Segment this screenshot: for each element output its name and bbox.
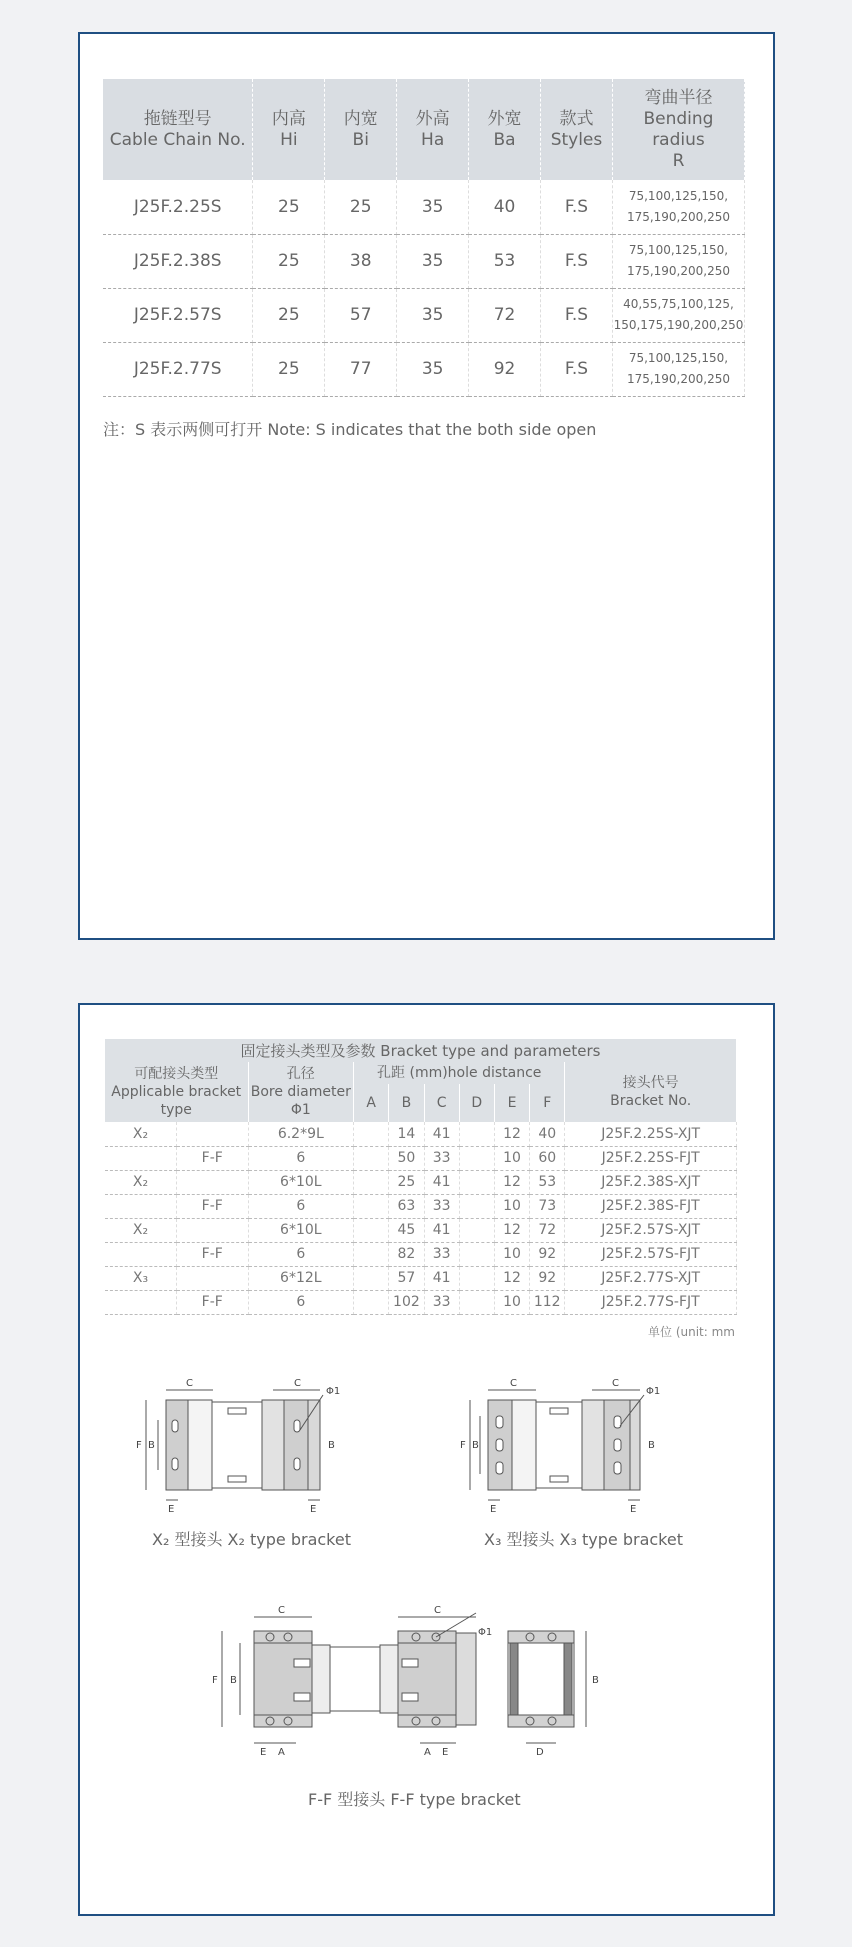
cell-f: 40 [530, 1122, 565, 1146]
col-header-ba: 外宽 Ba [469, 79, 541, 180]
cell-t2: F-F [177, 1146, 249, 1170]
bracket-card [78, 1003, 775, 1916]
cell-bore: 6 [248, 1146, 354, 1170]
cell-t1 [105, 1242, 177, 1266]
cell-style: F.S [541, 342, 613, 396]
label-c: C [186, 1378, 193, 1389]
cell-e: 12 [494, 1266, 529, 1290]
cell-d [459, 1290, 494, 1314]
label-b: B [648, 1440, 655, 1451]
cell-ha: 35 [397, 234, 469, 288]
cell-e: 12 [494, 1122, 529, 1146]
cell-t2 [177, 1218, 249, 1242]
cell-t2 [177, 1122, 249, 1146]
table-row [103, 180, 745, 234]
col-header-type: 可配接头类型 Applicable bracket type [105, 1062, 248, 1122]
cell-bore: 6 [248, 1290, 354, 1314]
cell-bore: 6*10L [248, 1170, 354, 1194]
spec-card [78, 32, 775, 940]
ff-bracket-diagram [208, 1603, 628, 1778]
cell-e: 10 [494, 1146, 529, 1170]
cell-t2: F-F [177, 1194, 249, 1218]
cell-b: 102 [389, 1290, 424, 1314]
cell-hi: 25 [253, 288, 325, 342]
cell-style: F.S [541, 234, 613, 288]
col-header-bracket-no: 接头代号 Bracket No. [565, 1062, 737, 1122]
cell-bore: 6 [248, 1194, 354, 1218]
cell-radius: 75,100,125,150, 175,190,200,250 [612, 180, 744, 234]
label-c: C [278, 1605, 285, 1616]
col-header-bore: 孔径 Bore diameter Φ1 [248, 1062, 354, 1122]
x3-bracket-diagram [452, 1370, 692, 1515]
cell-e: 10 [494, 1290, 529, 1314]
cell-ba: 72 [469, 288, 541, 342]
table-row [105, 1170, 737, 1194]
cell-ha: 35 [397, 288, 469, 342]
col-header-e: E [494, 1084, 529, 1122]
label-b: B [230, 1675, 237, 1686]
table-row [105, 1218, 737, 1242]
cable-chain-table [103, 79, 745, 397]
cell-hi: 25 [253, 342, 325, 396]
cell-model: J25F.2.25S [103, 180, 253, 234]
cell-model: J25F.2.38S [103, 234, 253, 288]
note-text: 注：S 表示两侧可打开 Note: S indicates that the both side open [103, 420, 597, 439]
label-a: A [278, 1747, 285, 1758]
table-row [105, 1290, 737, 1314]
label-phi: Φ1 [646, 1386, 661, 1397]
cell-c: 41 [424, 1218, 459, 1242]
cell-c: 33 [424, 1242, 459, 1266]
unit-label: 单位 (unit: mm [648, 1325, 735, 1339]
cell-e: 10 [494, 1194, 529, 1218]
cell-no: J25F.2.25S-XJT [565, 1122, 737, 1146]
x2-bracket-diagram [118, 1370, 358, 1515]
cell-c: 41 [424, 1266, 459, 1290]
cell-bore: 6 [248, 1242, 354, 1266]
cell-a [354, 1170, 389, 1194]
col-header-c: C [424, 1084, 459, 1122]
label-b: B [592, 1675, 599, 1686]
label-e: E [442, 1747, 449, 1758]
cell-c: 41 [424, 1170, 459, 1194]
x2-caption: X₂ 型接头 X₂ type bracket [152, 1530, 351, 1549]
cell-t2: F-F [177, 1290, 249, 1314]
col-header-hi: 内高 Hi [253, 79, 325, 180]
cell-f: 92 [530, 1266, 565, 1290]
cell-c: 33 [424, 1194, 459, 1218]
cell-ba: 40 [469, 180, 541, 234]
cell-b: 14 [389, 1122, 424, 1146]
cell-a [354, 1290, 389, 1314]
label-b: B [472, 1440, 479, 1451]
cell-no: J25F.2.38S-FJT [565, 1194, 737, 1218]
cell-radius: 75,100,125,150, 175,190,200,250 [612, 234, 744, 288]
cell-no: J25F.2.57S-XJT [565, 1218, 737, 1242]
col-header-bi: 内宽 Bi [325, 79, 397, 180]
cell-style: F.S [541, 180, 613, 234]
label-c: C [294, 1378, 301, 1389]
cell-t2 [177, 1266, 249, 1290]
cell-e: 12 [494, 1218, 529, 1242]
cell-c: 41 [424, 1122, 459, 1146]
ff-caption: F-F 型接头 F-F type bracket [308, 1790, 521, 1809]
label-f: F [460, 1440, 466, 1451]
cell-t2 [177, 1170, 249, 1194]
label-a: A [424, 1747, 431, 1758]
cell-c: 33 [424, 1290, 459, 1314]
cell-b: 82 [389, 1242, 424, 1266]
cell-b: 50 [389, 1146, 424, 1170]
label-phi: Φ1 [326, 1386, 341, 1397]
label-e: E [260, 1747, 267, 1758]
cell-no: J25F.2.77S-FJT [565, 1290, 737, 1314]
cell-bi: 25 [325, 180, 397, 234]
cell-b: 57 [389, 1266, 424, 1290]
table-row [105, 1266, 737, 1290]
cell-ha: 35 [397, 180, 469, 234]
cell-ba: 53 [469, 234, 541, 288]
cell-d [459, 1122, 494, 1146]
cell-d [459, 1242, 494, 1266]
col-header-b: B [389, 1084, 424, 1122]
table-row [105, 1194, 737, 1218]
cell-bore: 6*10L [248, 1218, 354, 1242]
x3-caption: X₃ 型接头 X₃ type bracket [484, 1530, 683, 1549]
cell-model: J25F.2.77S [103, 342, 253, 396]
cell-radius: 40,55,75,100,125, 150,175,190,200,250 [612, 288, 744, 342]
label-c: C [434, 1605, 441, 1616]
col-header-hole-distance: 孔距 (mm)hole distance [354, 1062, 565, 1084]
cell-a [354, 1122, 389, 1146]
cell-no: J25F.2.77S-XJT [565, 1266, 737, 1290]
label-e: E [630, 1504, 637, 1515]
cell-bi: 77 [325, 342, 397, 396]
col-header-ha: 外高 Ha [397, 79, 469, 180]
cell-t1: X₂ [105, 1122, 177, 1146]
table-row [103, 342, 745, 396]
cell-hi: 25 [253, 234, 325, 288]
cell-no: J25F.2.25S-FJT [565, 1146, 737, 1170]
cell-a [354, 1266, 389, 1290]
label-b: B [328, 1440, 335, 1451]
cell-f: 53 [530, 1170, 565, 1194]
cell-f: 73 [530, 1194, 565, 1218]
label-b: B [148, 1440, 155, 1451]
cell-d [459, 1266, 494, 1290]
label-phi: Φ1 [478, 1627, 493, 1638]
cell-f: 112 [530, 1290, 565, 1314]
cell-f: 92 [530, 1242, 565, 1266]
label-c: C [510, 1378, 517, 1389]
table-row [105, 1242, 737, 1266]
cell-d [459, 1146, 494, 1170]
cell-t1: X₃ [105, 1266, 177, 1290]
cell-d [459, 1194, 494, 1218]
cell-a [354, 1242, 389, 1266]
cell-b: 45 [389, 1218, 424, 1242]
cell-a [354, 1218, 389, 1242]
col-header-d: D [459, 1084, 494, 1122]
cell-bore: 6.2*9L [248, 1122, 354, 1146]
cell-b: 25 [389, 1170, 424, 1194]
col-header-styles: 款式 Styles [541, 79, 613, 180]
cell-a [354, 1146, 389, 1170]
label-e: E [168, 1504, 175, 1515]
col-header-f: F [530, 1084, 565, 1122]
cell-a [354, 1194, 389, 1218]
cell-d [459, 1218, 494, 1242]
label-e: E [310, 1504, 317, 1515]
label-c: C [612, 1378, 619, 1389]
cell-t1 [105, 1146, 177, 1170]
bracket-table-title: 固定接头类型及参数 Bracket type and parameters [105, 1039, 737, 1062]
label-f: F [136, 1440, 142, 1451]
cell-t1: X₂ [105, 1170, 177, 1194]
cell-ba: 92 [469, 342, 541, 396]
cell-bi: 57 [325, 288, 397, 342]
cell-radius: 75,100,125,150, 175,190,200,250 [612, 342, 744, 396]
table-row [103, 288, 745, 342]
cell-c: 33 [424, 1146, 459, 1170]
cell-ha: 35 [397, 342, 469, 396]
bracket-table [105, 1039, 737, 1315]
table-row [103, 234, 745, 288]
table-row [105, 1146, 737, 1170]
cell-t1: X₂ [105, 1218, 177, 1242]
label-d: D [536, 1747, 544, 1758]
cell-f: 72 [530, 1218, 565, 1242]
cell-e: 12 [494, 1170, 529, 1194]
cell-b: 63 [389, 1194, 424, 1218]
table-row [105, 1122, 737, 1146]
cell-t1 [105, 1194, 177, 1218]
col-header-model: 拖链型号 Cable Chain No. [103, 79, 253, 180]
col-header-radius: 弯曲半径 Bending radius R [612, 79, 744, 180]
cell-e: 10 [494, 1242, 529, 1266]
cell-model: J25F.2.57S [103, 288, 253, 342]
cell-hi: 25 [253, 180, 325, 234]
label-f: F [212, 1675, 218, 1686]
cell-style: F.S [541, 288, 613, 342]
label-e: E [490, 1504, 497, 1515]
cell-f: 60 [530, 1146, 565, 1170]
cell-no: J25F.2.57S-FJT [565, 1242, 737, 1266]
col-header-a: A [354, 1084, 389, 1122]
cell-d [459, 1170, 494, 1194]
cell-t2: F-F [177, 1242, 249, 1266]
cell-t1 [105, 1290, 177, 1314]
cell-bi: 38 [325, 234, 397, 288]
cell-no: J25F.2.38S-XJT [565, 1170, 737, 1194]
cell-bore: 6*12L [248, 1266, 354, 1290]
